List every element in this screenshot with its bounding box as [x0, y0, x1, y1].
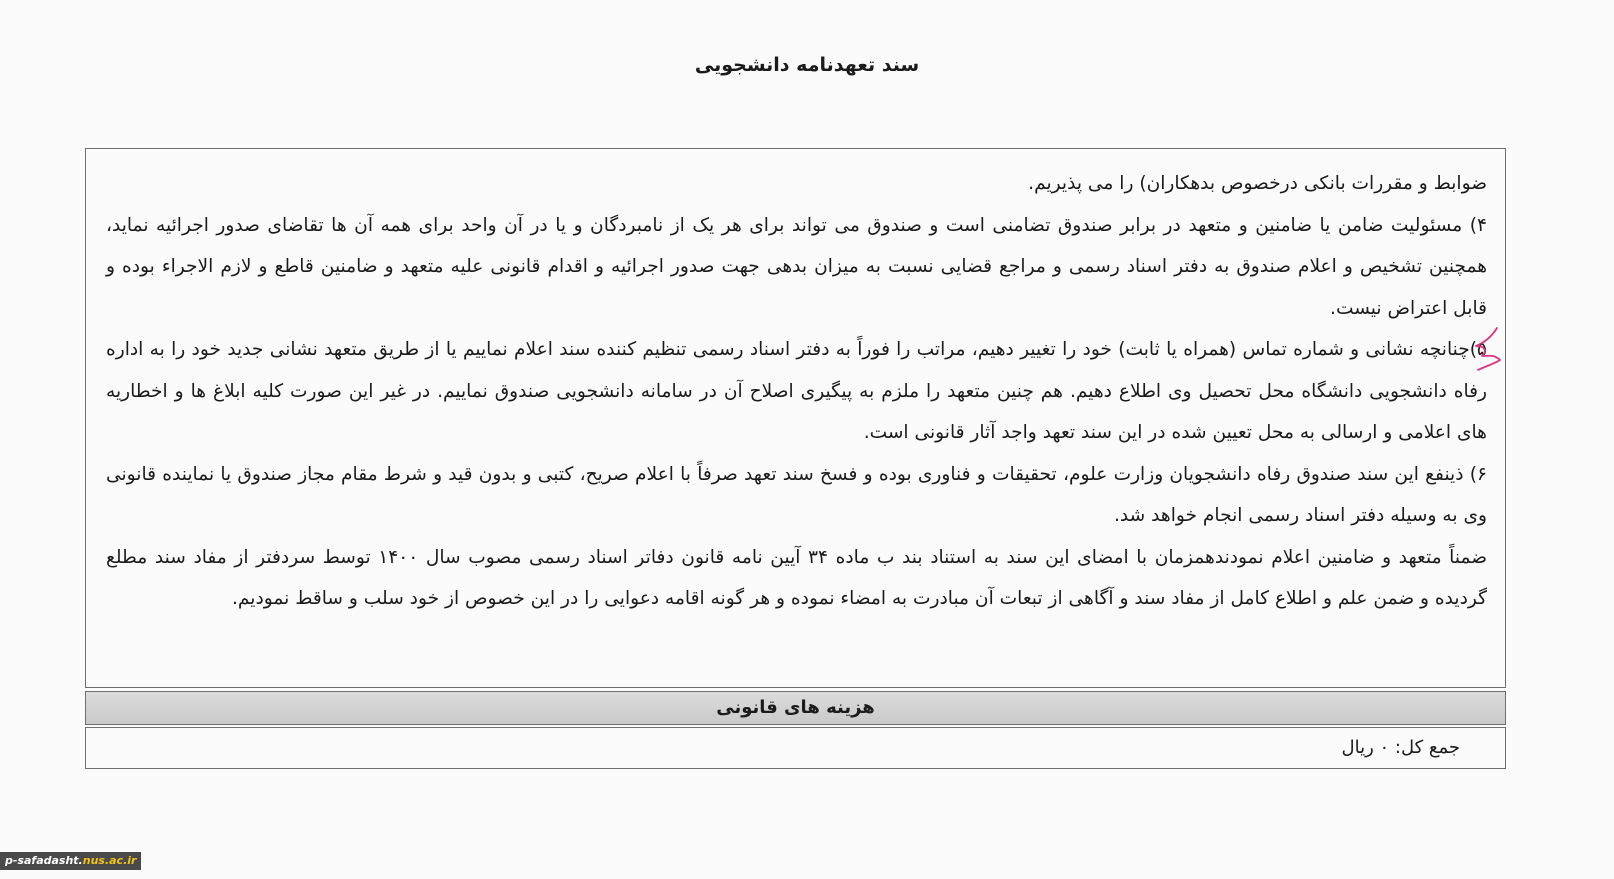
- commitment-text-box: [85, 148, 1506, 688]
- paragraph-4-guarantor-liability: ۴) مسئولیت ضامن یا ضامنین و متعهد در برابر صندوق تضامنی است و صندوق می تواند برای هر یک از نامبردگان و یا در آن واحد برای همه آن ها تقاضای صدور اجرائیه نماید، همچنین تشخیص و اعلام صندوق به دفتر اسناد رسمی و مراجع قضایی نسبت به میزان بدهی جهت صدور اجرائیه و اقدام قانونی علیه متعهد و ضامنین قاطع و لازم الاجراء بوده و قابل اعتراض نیست.: [106, 214, 1487, 319]
- signature-tick-mark: [1470, 326, 1502, 374]
- legal-fees-total: جمع کل: ۰ ریال: [1341, 737, 1460, 758]
- document-title: سند تعهدنامه دانشجویی: [694, 54, 920, 76]
- paragraph-5-address-change: ۵)چنانچه نشانی و شماره تماس (همراه یا ثابت) خود را تغییر دهیم، مراتب را فوراً به دفتر اسناد رسمی تنظیم کننده سند اعلام نماییم یا از طریق متعهد نشانی جدید خود را به اداره رفاه دانشجویی دانشگاه محل تحصیل وی اطلاع دهیم. هم چنین متعهد را ملزم به پیگیری اصلاح آن در سامانه دانشجویی صندوق نماییم. در غیر این صورت کلیه ابلاغ ها و اخطاریه های اعلامی و ارسالی به محل تعیین شده در این سند تعهد واجد آثار قانونی است.: [106, 339, 1487, 443]
- legal-fees-header: هزینه های قانونی: [85, 691, 1506, 725]
- site-watermark: [0, 852, 141, 870]
- paragraph-acknowledgement: ضمناً متعهد و ضامنین اعلام نمودندهمزمان با امضای این سند به استناد بند ب ماده ۳۴ آیین نامه قانون دفاتر اسناد رسمی مصوب سال ۱۴۰۰ توسط سردفتر از مفاد سند مطلع گردیده و ضمن علم و اطلاع کامل از مفاد سند و آگاهی از تبعات آن مبادرت به امضاء نموده و هر گونه اقامه دعوایی را در این خصوص از خود سلب و ساقط نمودیم.: [106, 546, 1487, 609]
- legal-fees-total-row: [85, 727, 1506, 769]
- watermark-domain: nus.ac.ir: [82, 854, 137, 867]
- paragraph-6-beneficiary: ۶) ذینفع این سند صندوق رفاه دانشجویان وزارت علوم، تحقیقات و فناوری بوده و فسخ سند تعهد صرفاً با اعلام صریح، کتبی و بدون قید و شرط مقام مجاز صندوق یا نماینده قانونی وی به وسیله دفتر اسناد رسمی انجام خواهد شد.: [106, 463, 1487, 526]
- watermark-prefix: p-safadasht.: [5, 854, 83, 867]
- paragraph-banking-rules: ضوابط و مقررات بانکی درخصوص بدهکاران) را می پذیریم.: [1028, 173, 1487, 194]
